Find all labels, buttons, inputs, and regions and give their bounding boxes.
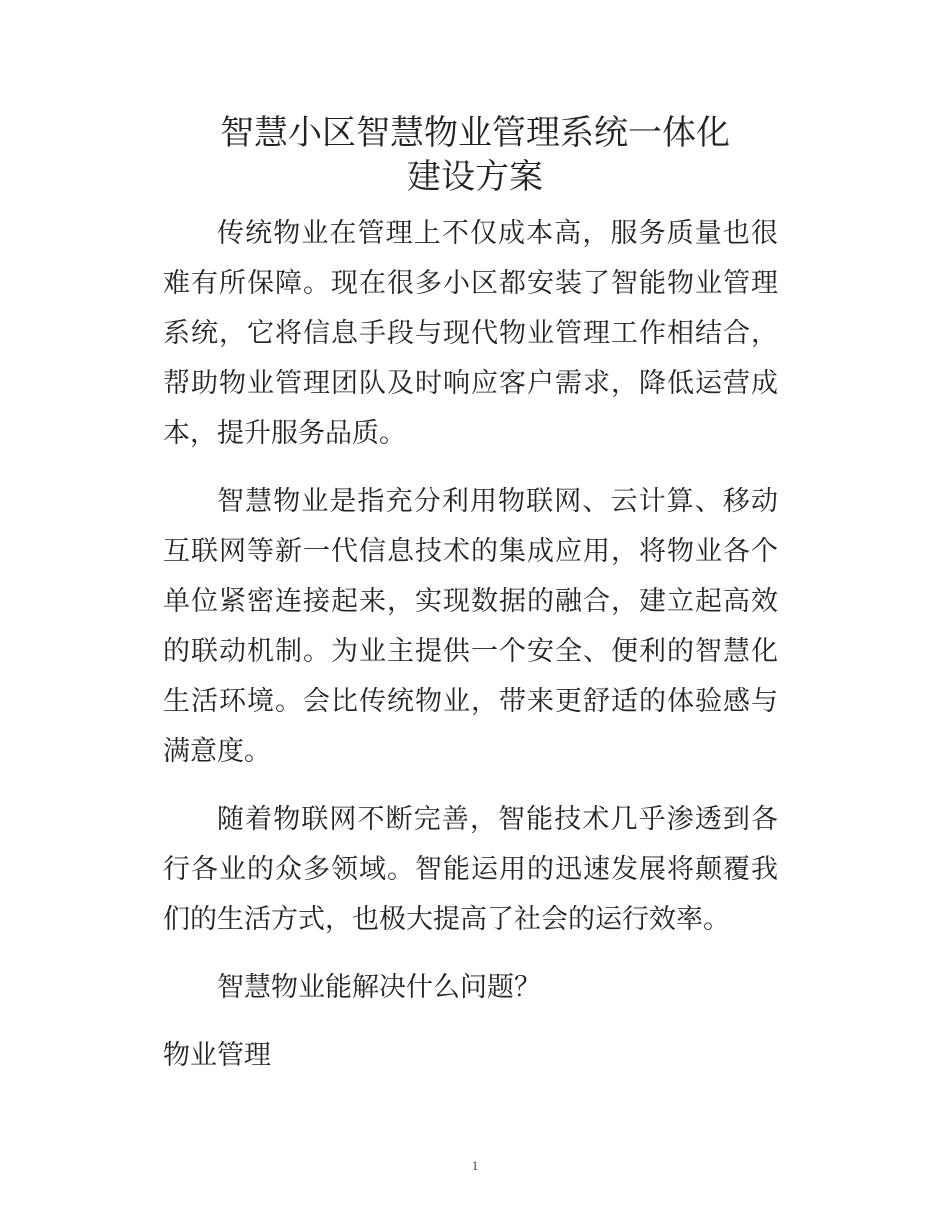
title-line-2: 建设方案 <box>407 157 543 197</box>
paragraph-1: 传统物业在管理上不仅成本高，服务质量也很难有所保障。现在很多小区都安装了智能物业管理系统，它将信息手段与现代物业管理工作相结合，帮助物业管理团队及时响应客户需求，降低运营成本，提升服务品质。 <box>163 218 778 449</box>
paragraph-3: 随着物联网不断完善，智能技术几乎渗透到各行各业的众多领域。智能运用的迅速发展将颠覆我们的生活方式，也极大提高了社会的运行效率。 <box>163 804 778 935</box>
document-body <box>163 209 778 1081</box>
title-line-1: 智慧小区智慧物业管理系统一体化 <box>220 113 730 153</box>
paragraph-2: 智慧物业是指充分利用物联网、云计算、移动互联网等新一代信息技术的集成应用，将物业各个单位紧密连接起来，实现数据的融合，建立起高效的联动机制。为业主提供一个安全、便利的智慧化生活环境。会比传统物业，带来更舒适的体验感与满意度。 <box>163 486 778 767</box>
paragraph-4: 智慧物业能解决什么问题？ <box>217 972 541 1003</box>
section-heading: 物业管理 <box>163 1040 271 1071</box>
page-number: 1 <box>471 1158 479 1173</box>
document-title <box>150 111 800 199</box>
